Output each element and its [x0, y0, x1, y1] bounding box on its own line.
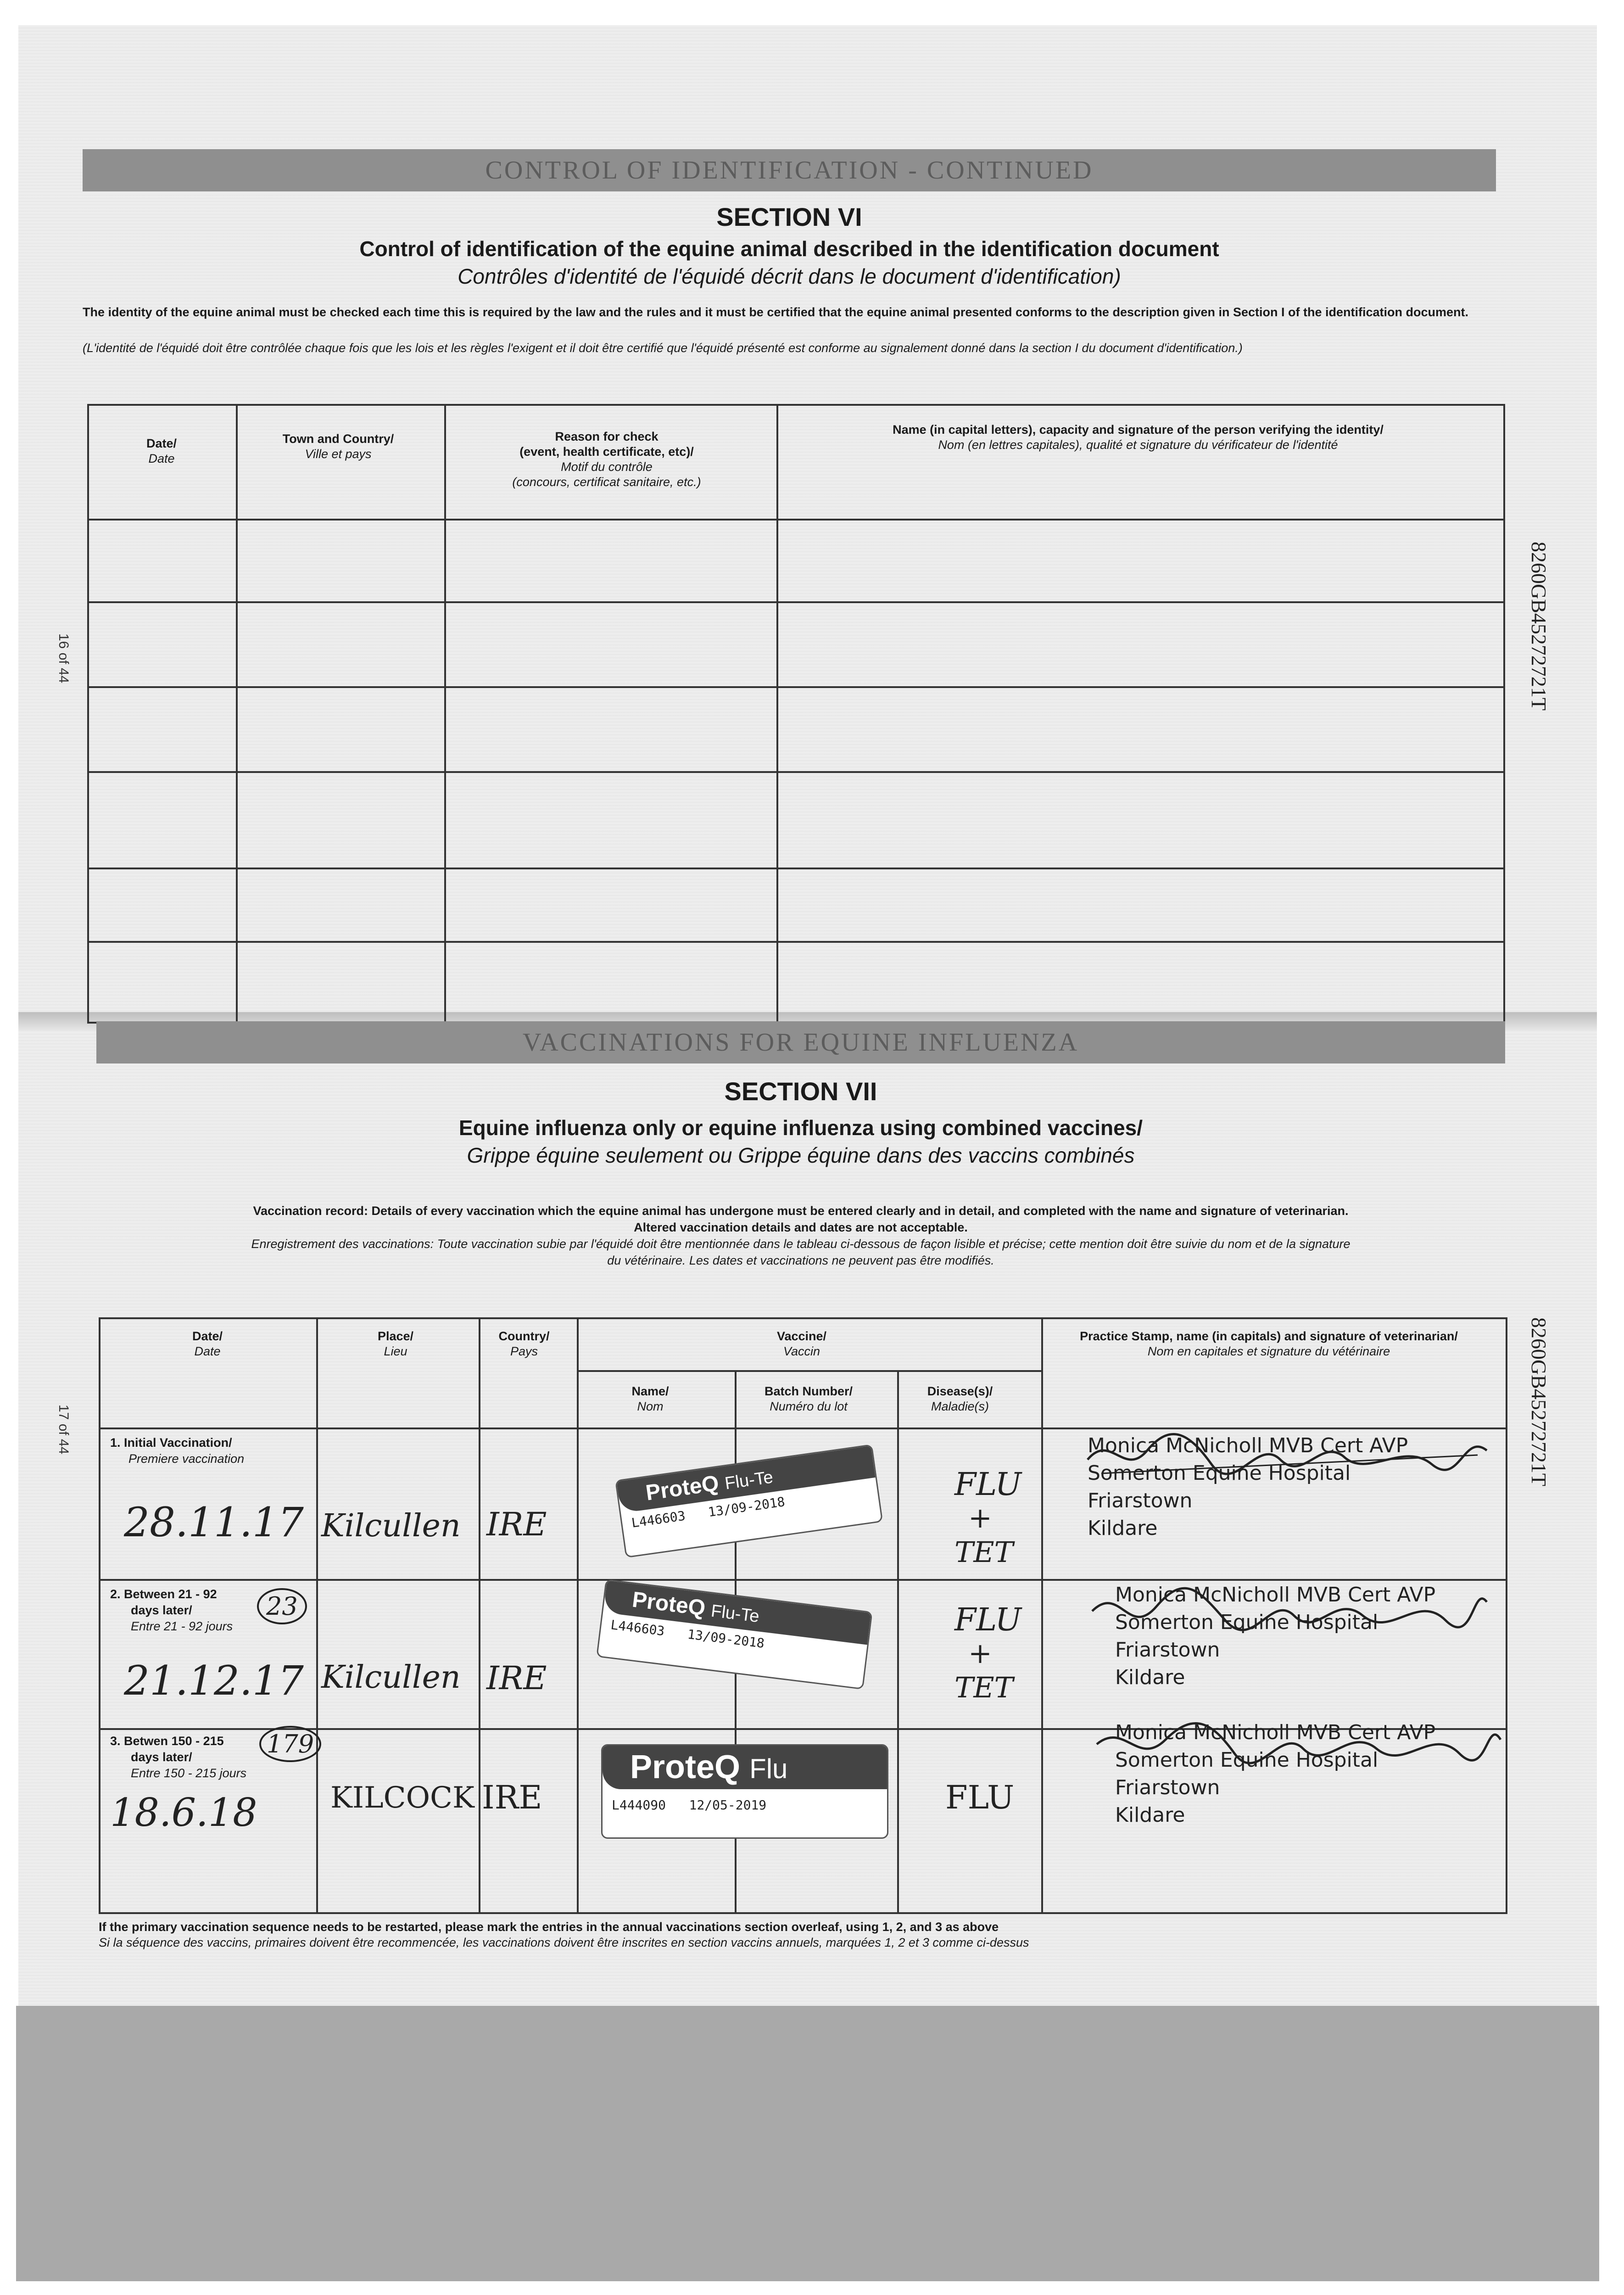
table-cell[interactable] [777, 772, 1504, 868]
row1-country: IRE [486, 1506, 547, 1543]
table-cell[interactable] [88, 520, 237, 602]
vacc-header-name: Name/ Nom [631, 1384, 669, 1413]
row1-place: Kilcullen [321, 1508, 461, 1544]
table-cell[interactable] [237, 868, 445, 942]
row1-label-fr: Premiere vaccination [128, 1452, 245, 1466]
vaccine-suffix: Flu-Te [723, 1467, 775, 1494]
vaccine-exp: 12/05-2019 [689, 1797, 767, 1813]
section-vi-instructions-en: The identity of the equine animal must be checked each time this is required by the law and the rules and it must be certified that the equine animal presented conforms to the description given in Section I of the identification document. [83, 305, 1469, 319]
vacc-header-disease: Disease(s)/ Maladie(s) [927, 1384, 993, 1413]
section-vi-title-fr: Contrôles d'identité de l'équidé décrit dans le document d'identification) [458, 264, 1121, 288]
row2-disease-plus: + [968, 1636, 992, 1670]
table-cell[interactable] [445, 772, 777, 868]
row1-date: 28.11.17 [124, 1499, 304, 1546]
scan-grey-strip [16, 2006, 1599, 2281]
vet-town: Friarstown [1115, 1638, 1220, 1662]
vet-town: Friarstown [1088, 1489, 1193, 1512]
row1-disease-plus: + [968, 1501, 992, 1534]
vacc-header-vaccine: Vaccine/ Vaccin [776, 1329, 827, 1358]
table-cell[interactable] [445, 602, 777, 687]
header-reason: Reason for check (event, health certificate, etc)/ Motif du contrôle (concours, certificat sanitaire, etc.) [512, 430, 701, 489]
vacc-header-stamp: Practice Stamp, name (in capitals) and signature of veterinarian/ Nom en capitales et signature du vétérinaire [1080, 1329, 1458, 1358]
row1-label-en: 1. Initial Vaccination/ [110, 1436, 232, 1450]
footer-note-en: If the primary vaccination sequence needs to be restarted, please mark the entries in the annual vaccinations section overleaf, using 1, 2, and 3 as above [99, 1920, 999, 1934]
row2-signature [1088, 1579, 1491, 1643]
row3-label-en: 3. Betwen 150 - 215 [110, 1734, 224, 1748]
vaccination-instructions-fr: Enregistrement des vaccinations: Toute vaccination subie par l'équidé doit être mentionnée dans le tableau ci-dessous de façon lisible et précise; cette mention doit être suivie du nom et de la signature [251, 1237, 1351, 1251]
vaccination-instructions-fr2: du vétérinaire. Les dates et vaccinations ne peuvent pas être modifiés. [607, 1254, 994, 1267]
row2-circled-days: 23 [257, 1588, 307, 1624]
vaccine-lot: L444090 [612, 1797, 666, 1813]
page-number-17: 17 of 44 [56, 1405, 71, 1455]
vaccination-instructions-en: Vaccination record: Details of every vaccination which the equine animal has undergone must be entered clearly and in detail, and completed with the name and signature of veterinarian. [253, 1204, 1349, 1218]
vet-practice: Somerton Equine Hospital [1088, 1461, 1351, 1485]
row3-label-en2: days later/ [131, 1750, 192, 1764]
section-vii-banner: VACCINATIONS FOR EQUINE INFLUENZA [96, 1021, 1505, 1064]
vaccine-exp: 13/09-2018 [686, 1626, 765, 1651]
vacc-header-place: Place/ Lieu [377, 1329, 414, 1358]
header-date: Date/ Date [146, 437, 177, 465]
header-verifier: Name (in capital letters), capacity and signature of the person verifying the identity/ Nom (en lettres capitales), qualité et signature du vérificateur de l'identité [893, 423, 1384, 452]
side-code-top: 8260GB45272721T [1527, 542, 1551, 711]
table-cell[interactable] [237, 687, 445, 772]
vaccine-lot: L446603 [631, 1508, 686, 1531]
identification-check-table [87, 404, 1505, 1024]
section-vii-title-en: Equine influenza only or equine influenza using combined vaccines/ [458, 1116, 1143, 1140]
section-vi-instructions-fr: (L'identité de l'équidé doit être contrôlée chaque fois que les lois et les règles l'exigent et il doit être certifié que l'équidé présenté est conforme au signalement donné dans la section I du document d'identification.) [83, 341, 1243, 355]
row3-place: KILCOCK [330, 1781, 474, 1815]
vet-name: Monica McNicholl MVB Cert AVP [1115, 1721, 1436, 1744]
table-cell[interactable] [445, 687, 777, 772]
vaccine-suffix: Flu-Te [710, 1601, 760, 1627]
section-vii-heading: SECTION VII [724, 1077, 877, 1106]
row1-disease: FLU [954, 1467, 1021, 1503]
row3-date: 18.6.18 [110, 1790, 257, 1835]
row2-date: 21.12.17 [124, 1657, 304, 1704]
table-cell[interactable] [777, 868, 1504, 942]
table-cell[interactable] [237, 520, 445, 602]
row3-country: IRE [482, 1779, 542, 1816]
row1-signature [1083, 1423, 1496, 1487]
table-cell[interactable] [445, 868, 777, 942]
vet-town: Friarstown [1115, 1776, 1220, 1799]
vaccination-instructions-en2: Altered vaccination details and dates are not acceptable. [634, 1220, 968, 1234]
vaccine-brand: ProteQ [630, 1749, 741, 1786]
vet-name: Monica McNicholl MVB Cert AVP [1115, 1583, 1436, 1606]
vet-county: Kildare [1088, 1517, 1158, 1540]
row2-label-en: 2. Between 21 - 92 [110, 1587, 217, 1601]
vaccine-exp: 13/09-2018 [707, 1494, 786, 1520]
table-cell[interactable] [88, 687, 237, 772]
vaccine-lot: L446603 [609, 1617, 666, 1639]
table-cell[interactable] [88, 772, 237, 868]
vet-practice: Somerton Equine Hospital [1115, 1748, 1378, 1772]
vacc-header-batch: Batch Number/ Numéro du lot [764, 1384, 853, 1413]
row2-label-en2: days later/ [131, 1603, 192, 1617]
table-cell[interactable] [445, 520, 777, 602]
vacc-header-country: Country/ Pays [498, 1329, 550, 1358]
row2-country: IRE [486, 1659, 547, 1697]
vacc-header-date: Date/ Date [192, 1329, 223, 1358]
row2-label-fr: Entre 21 - 92 jours [131, 1619, 233, 1633]
side-code-bottom: 8260GB45272721T [1527, 1317, 1551, 1486]
vaccine-brand: ProteQ [631, 1587, 707, 1621]
header-town: Town and Country/ Ville et pays [282, 432, 394, 461]
footer-note-fr: Si la séquence des vaccins, primaires doivent être recommencée, les vaccinations doivent être inscrites en section vaccins annuels, marquées 1, 2 et 3 comme ci-dessus [99, 1936, 1029, 1949]
table-cell[interactable] [777, 687, 1504, 772]
row3-vaccine-sticker [601, 1744, 888, 1839]
table-cell[interactable] [777, 602, 1504, 687]
table-cell[interactable] [237, 602, 445, 687]
row3-signature [1092, 1712, 1505, 1776]
row3-disease: FLU [945, 1779, 1015, 1816]
vet-county: Kildare [1115, 1666, 1185, 1689]
row3-circled-days: 179 [259, 1726, 321, 1762]
row1-disease-tet: TET [954, 1535, 1013, 1569]
table-cell[interactable] [88, 868, 237, 942]
table-cell[interactable] [237, 772, 445, 868]
vet-county: Kildare [1115, 1803, 1185, 1827]
vet-practice: Somerton Equine Hospital [1115, 1611, 1378, 1634]
row2-disease-tet: TET [954, 1671, 1013, 1704]
section-vi-title-en: Control of identification of the equine animal described in the identification document [359, 237, 1219, 261]
row3-label-fr: Entre 150 - 215 jours [131, 1766, 247, 1780]
section-vi-banner: CONTROL OF IDENTIFICATION - CONTINUED [83, 149, 1496, 191]
row2-place: Kilcullen [321, 1659, 461, 1696]
vet-name: Monica McNicholl MVB Cert AVP [1088, 1434, 1408, 1457]
vaccine-suffix: Flu [749, 1753, 788, 1784]
page-number-16: 16 of 44 [56, 633, 71, 683]
section-vi-heading: SECTION VI [716, 202, 862, 231]
section-vii-title-fr: Grippe équine seulement ou Grippe équine dans des vaccins combinés [467, 1143, 1135, 1167]
table-cell[interactable] [88, 602, 237, 687]
vaccine-brand: ProteQ [644, 1471, 720, 1506]
table-cell[interactable] [777, 520, 1504, 602]
row2-disease: FLU [954, 1602, 1021, 1638]
